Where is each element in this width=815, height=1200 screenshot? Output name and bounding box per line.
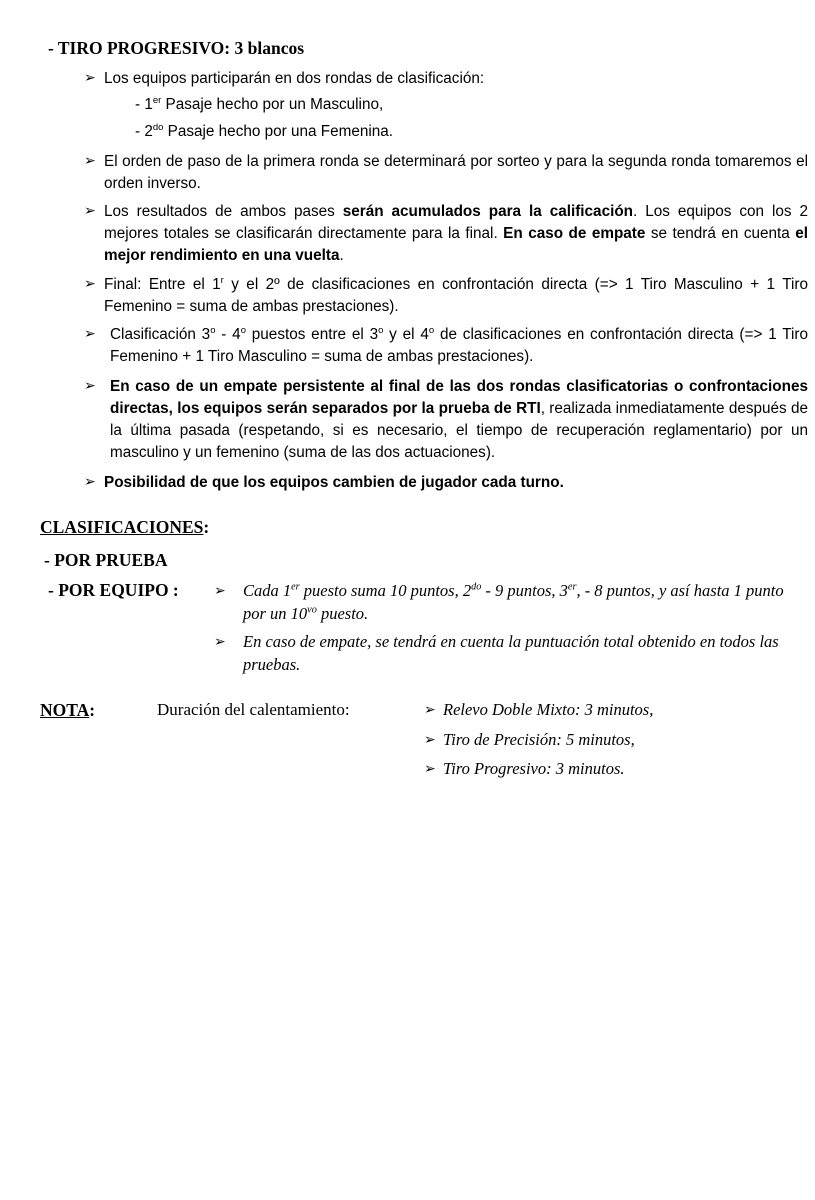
section-title-clasificaciones: CLASIFICACIONES:: [40, 517, 210, 537]
bullet-rondas: Los equipos participarán en dos rondas de clasificación:: [104, 70, 485, 87]
calentamiento-label: Duración del calentamiento:: [157, 700, 350, 719]
arrow-bullet-icon: ➢: [84, 154, 96, 169]
bullet-cambio-jugador: Posibilidad de que los equipos cambien de jugador cada turno.: [104, 474, 564, 491]
arrow-bullet-icon: ➢: [84, 379, 96, 394]
calentamiento-item: Relevo Doble Mixto: 3 minutos,: [443, 700, 654, 719]
arrow-bullet-icon: ➢: [84, 327, 96, 342]
nota-label: NOTA:: [40, 700, 96, 720]
calentamiento-item: Tiro de Precisión: 5 minutos,: [443, 730, 635, 749]
arrow-bullet-icon: ➢: [424, 733, 436, 748]
empate-puntuacion-total: En caso de empate, se tendrá en cuenta la puntuación total obtenido en todos las pruebas.: [243, 632, 779, 674]
puntos-por-puesto: Cada 1er puesto suma 10 puntos, $2^{do} - 9$ puntos, 3er, - 8 puntos, y así hasta 1 punto por un $10^{vo}$ puesto.: [243, 581, 784, 623]
bullet-clasificacion-3-4: Clasificación 3$^o$ - 4$^o$ puestos entre el 3$^o$ y el 4$^o$ de clasificaciones en confrontación directa (=> 1 Tiro Femenino + 1 Tiro Masculino = suma de ambas prestaciones).: [110, 324, 809, 365]
arrow-bullet-icon: ➢: [214, 584, 226, 599]
sub-bullet-femenina: - $2^{do}$ Pasaje hecho por una Femenina.: [135, 121, 394, 140]
bullet-final: Final: Entre el 1$^r$ y el 2º de clasificaciones en confrontación directa (=> 1 Tiro Masculino + 1 Tiro Femenino = suma de ambas prestaciones).: [104, 274, 808, 315]
arrow-bullet-icon: ➢: [214, 635, 226, 650]
arrow-bullet-icon: ➢: [84, 204, 96, 219]
section-title-tiro-progresivo: - TIRO PROGRESIVO: 3 blancos: [48, 38, 305, 58]
sub-bullet-masculino: - 1er Pasaje hecho por un Masculino,: [135, 94, 384, 113]
arrow-bullet-icon: ➢: [84, 277, 96, 292]
bullet-resultados: Los resultados de ambos pases serán acumulados para la calificación. Los equipos con los 2 mejores totales se clasificarán directamente para la final. En caso de empate se tendrá en cuenta el mejor rendimiento en una vuelta.: [104, 203, 809, 264]
arrow-bullet-icon: ➢: [424, 703, 436, 718]
arrow-bullet-icon: ➢: [84, 71, 96, 86]
bullet-empate-persistente: En caso de un empate persistente al final de las dos rondas clasificatorias o confrontaciones directas, los equipos serán separados por la prueba de RTI, realizada inmediatamente después de la última pasada (respetando, si es necesario, el tiempo de recuperación reglamentario) por un masculino y un femenino (suma de las dos actuaciones).: [110, 378, 808, 461]
arrow-bullet-icon: ➢: [424, 762, 436, 777]
arrow-bullet-icon: ➢: [84, 475, 96, 490]
calentamiento-item: Tiro Progresivo: 3 minutos.: [443, 759, 625, 778]
por-prueba-label: - POR PRUEBA: [44, 550, 168, 570]
por-equipo-label: - POR EQUIPO :: [48, 580, 179, 600]
bullet-orden-paso: El orden de paso de la primera ronda se determinará por sorteo y para la segunda ronda tomaremos el orden inverso.: [104, 153, 808, 192]
